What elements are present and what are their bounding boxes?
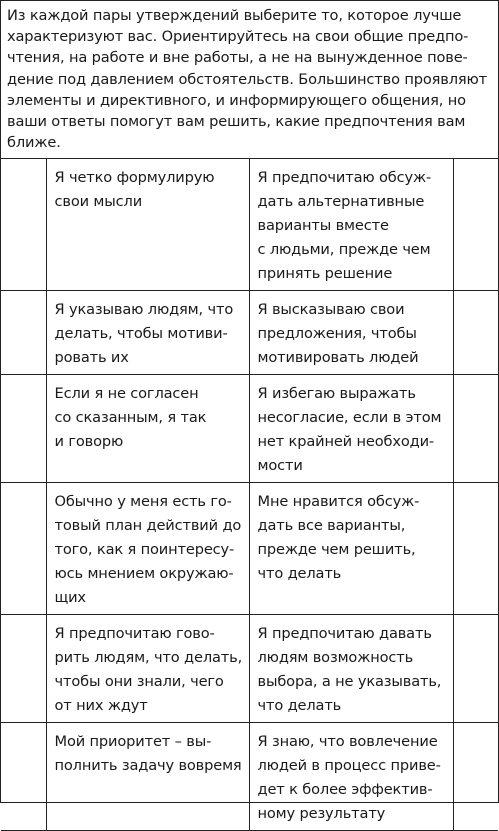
statement-line: и говорю <box>54 433 124 450</box>
instructions-line: характеризуют вас. Ориентируйтесь на свои общие предпо- <box>7 28 469 46</box>
statement-line: ному результату <box>257 805 386 822</box>
statement-pair-row <box>1 723 498 831</box>
statement-line: Я предпочитаю давать <box>257 625 432 642</box>
choice-box-right[interactable] <box>453 159 498 291</box>
choice-box-left[interactable] <box>1 615 46 723</box>
statement-left <box>46 723 249 831</box>
statement-line: полнить задачу вовремя <box>54 757 242 774</box>
statement-line: мости <box>257 457 303 474</box>
statement-right <box>249 615 453 723</box>
statement-pair-row <box>1 615 498 723</box>
choice-box-left[interactable] <box>1 291 46 375</box>
statement-line: принять решение <box>257 265 393 282</box>
instructions-line: дение под давлением обстоятельств. Большинство проявляют <box>7 70 488 88</box>
statement-right <box>249 483 453 615</box>
choice-box-left[interactable] <box>1 375 46 483</box>
statement-line: щих <box>54 589 86 606</box>
statement-left <box>46 615 249 723</box>
instructions-line: ваши ответы помогут вам решить, какие предпочтения вам <box>7 113 466 131</box>
statement-line: Я знаю, что вовлечение <box>257 733 438 750</box>
statement-line: делать, чтобы мотиви- <box>54 325 228 342</box>
statement-line: Обычно у меня есть го- <box>54 493 232 510</box>
choice-box-left[interactable] <box>1 483 46 615</box>
instructions-line: чтения, на работе и вне работы, а не на вынужденное пове- <box>7 49 468 67</box>
statement-line: дать альтернативные <box>257 193 425 210</box>
instructions-line: Из каждой пары утверждений выберите то, которое лучше <box>7 7 462 24</box>
statement-line: варианты вместе <box>257 217 389 234</box>
statement-line: что делать <box>257 697 342 714</box>
statement-line: товый план действий до <box>54 517 242 534</box>
statement-line: Я высказываю свои <box>257 301 405 318</box>
statement-line: что делать <box>257 565 342 582</box>
statement-left <box>46 375 249 483</box>
statement-line: дет к более эффектив- <box>257 781 433 798</box>
choice-box-right[interactable] <box>453 291 498 375</box>
statement-line: рить людям, что делать, <box>54 649 243 666</box>
statement-line: Я предпочитаю гово- <box>54 625 215 642</box>
statement-line: прежде чем решить, <box>257 541 416 558</box>
statement-line: со сказанным, я так <box>54 409 207 426</box>
choice-box-left[interactable] <box>1 159 46 291</box>
statement-line: ровать их <box>54 349 129 366</box>
statement-line: предложения, чтобы <box>257 325 417 342</box>
statement-line: Если я не согласен <box>54 385 199 402</box>
choice-box-right[interactable] <box>453 483 498 615</box>
statement-right <box>249 159 453 291</box>
statement-line: того, как я поинтересу- <box>54 541 235 558</box>
statement-right <box>249 723 453 831</box>
statement-line: от них ждут <box>54 697 148 714</box>
statement-line: свои мысли <box>54 193 143 210</box>
statement-pairs-table <box>1 159 498 831</box>
statement-line: дать все варианты, <box>257 517 406 534</box>
statement-line: с людьми, прежде чем <box>257 241 431 258</box>
choice-box-left[interactable] <box>1 723 46 831</box>
statement-line: людям возможность <box>257 649 414 666</box>
statement-line: людей в процесс приве- <box>257 757 441 774</box>
statement-pair-row <box>1 291 498 375</box>
instructions-line: ближе. <box>7 134 61 152</box>
instructions-text <box>1 1 498 159</box>
statement-pair-row <box>1 375 498 483</box>
statement-line: Мой приоритет – вы- <box>54 733 212 750</box>
statement-left <box>46 291 249 375</box>
statement-right <box>249 375 453 483</box>
statement-line: Я указываю людям, что <box>54 301 234 318</box>
statement-pairs-body <box>1 159 498 831</box>
choice-box-right[interactable] <box>453 615 498 723</box>
statement-pair-row <box>1 483 498 615</box>
statement-line: Я предпочитаю обсуж- <box>257 169 432 186</box>
statement-line: несогласие, если в этом <box>257 409 442 426</box>
statement-line: чтобы они знали, чего <box>54 673 224 690</box>
choice-box-right[interactable] <box>453 723 498 831</box>
statement-line: выбора, а не указывать, <box>257 673 442 690</box>
choice-box-right[interactable] <box>453 375 498 483</box>
instructions-line: элементы и директивного, и информирующего общения, но <box>7 91 466 109</box>
statement-line: нет крайней необходи- <box>257 433 435 450</box>
statement-line: Мне нравится обсуж- <box>257 493 420 510</box>
statement-line: Я четко формулирую <box>54 169 215 186</box>
statement-line: мотивировать людей <box>257 349 419 366</box>
statement-left <box>46 159 249 291</box>
statement-line: Я избегаю выражать <box>257 385 416 402</box>
statement-right <box>249 291 453 375</box>
statement-pair-row <box>1 159 498 291</box>
statement-left <box>46 483 249 615</box>
statement-line: юсь мнением окружаю- <box>54 565 234 582</box>
